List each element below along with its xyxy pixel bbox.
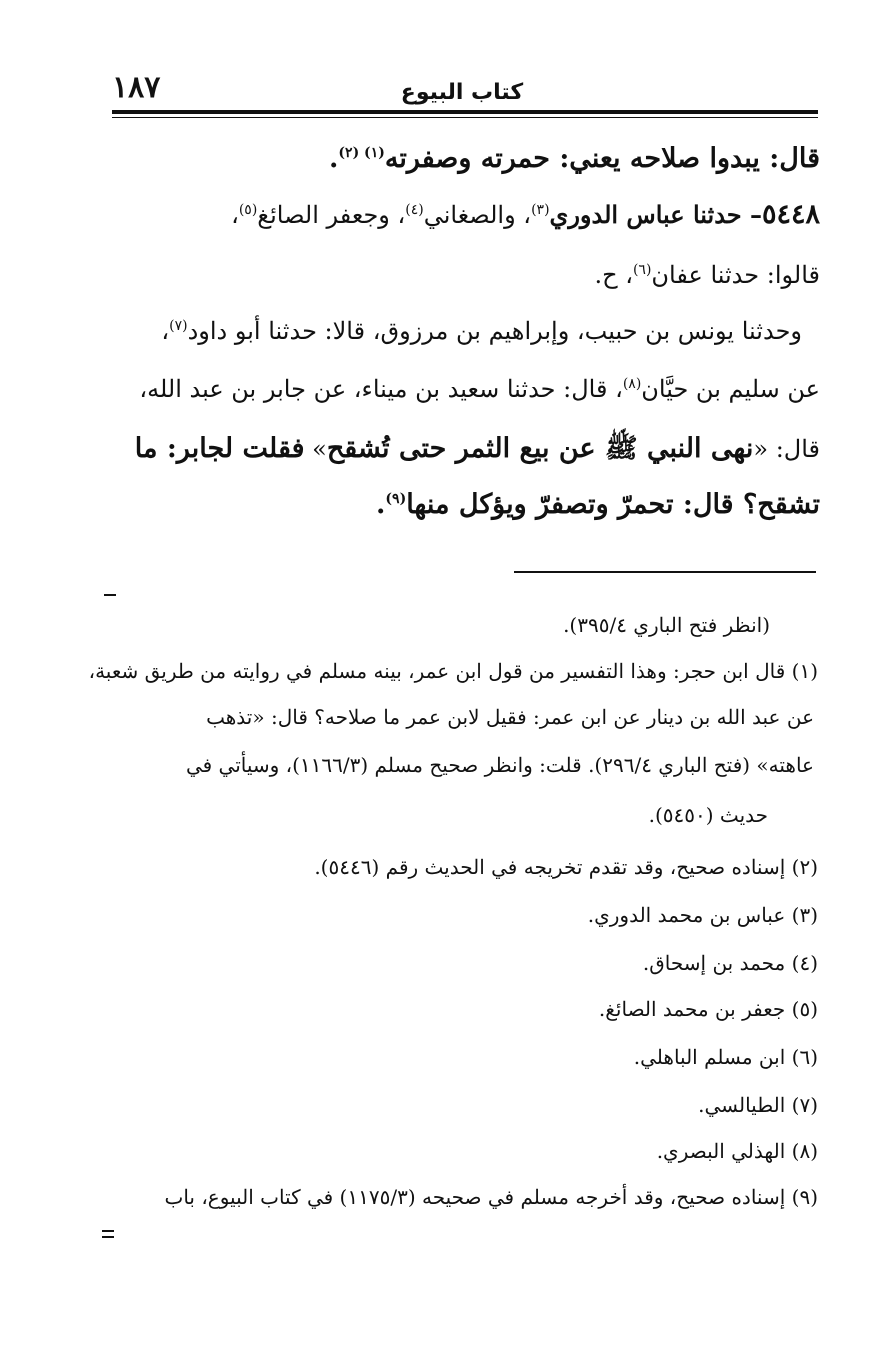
footnote-1-line-3: عاهته» (فتح الباري ٢٩٦/٤). قلت: وانظر صحيح مسلم (١١٦٦/٣)، وسيأتي في [185, 753, 814, 777]
footnote-5: (٥) جعفر بن محمد الصائغ. [598, 997, 818, 1021]
body-text: » [304, 435, 327, 463]
body-text: – حدثنا عباس الدوري [549, 200, 762, 229]
footnote-ref: (٦) [632, 262, 652, 278]
body-text: ، قال: حدثنا سعيد بن ميناء، عن جابر بن عبد الله، [139, 375, 623, 403]
footnote-separator [514, 571, 816, 573]
body-line-6 [135, 432, 820, 466]
footnote-1-line-1: (١) قال ابن حجر: وهذا التفسير من قول ابن عمر، بينه مسلم في روايته من طريق شعبة، [88, 659, 818, 683]
body-text: . [376, 489, 386, 520]
header-rule-thin [112, 117, 818, 118]
footnote-6: (٦) ابن مسلم الباهلي. [633, 1045, 818, 1069]
body-text: ، [231, 201, 239, 229]
footnote-7: (٧) الطيالسي. [698, 1093, 818, 1117]
continuation-mark [104, 594, 116, 596]
body-text: قال: يبدوا صلاحه يعني: حمرته وصفرته [384, 143, 820, 174]
hadith-text: فقلت لجابر: ما [134, 433, 305, 464]
body-line-2 [231, 198, 820, 232]
body-text: ، [161, 317, 170, 345]
hadith-text: تشقح؟ قال: تحمرّ وتصفرّ ويؤكل منها [406, 489, 820, 520]
footnote-ref: (٥) [238, 202, 258, 218]
hadith-text: نهى النبي ﷺ عن بيع الثمر حتى تُشقح [326, 433, 754, 464]
footnote-9: (٩) إسناده صحيح، وقد أخرجه مسلم في صحيحه (١١٧٥/٣) في كتاب البيوع، باب [164, 1185, 818, 1209]
body-line-7 [376, 488, 820, 522]
footnote-continued: (انظر فتح الباري ٣٩٥/٤). [563, 613, 770, 637]
footnote-ref: (٨) [622, 376, 642, 392]
body-text: عن سليم بن حيَّان [641, 375, 820, 403]
running-title: كتاب البيوع [400, 80, 524, 105]
header-rule-thick [112, 110, 818, 114]
page-number: ١٨٧ [112, 70, 161, 105]
footnote-1-line-4: حديث (٥٤٥٠). [648, 803, 768, 827]
body-line-4 [161, 314, 802, 348]
body-line-3 [594, 258, 820, 292]
body-text: قالوا: حدثنا عفان [651, 261, 820, 289]
body-line-1 [329, 142, 820, 176]
continued-next-page-mark [102, 1230, 114, 1238]
body-line-5 [139, 372, 820, 406]
body-text: ، والصغاني [423, 201, 532, 229]
body-text: ، ح. [594, 261, 633, 289]
page-header [112, 68, 818, 112]
footnote-3: (٣) عباس بن محمد الدوري. [587, 903, 818, 927]
footnote-ref: (٣) [531, 202, 550, 218]
footnote-ref: (٤) [405, 202, 424, 218]
footnote-ref: (٩) [385, 491, 407, 507]
body-text: وحدثنا يونس بن حبيب، وإبراهيم بن مرزوق، قالا: حدثنا أبو داود [187, 317, 802, 345]
footnote-1-line-2: عن عبد الله بن دينار عن ابن عمر: فقيل لابن عمر ما صلاحه؟ قال: «تذهب [206, 705, 814, 729]
hadith-number: ٥٤٤٨ [761, 199, 820, 230]
footnote-ref: (١) (٢) [338, 145, 385, 161]
footnote-8: (٨) الهذلي البصري. [656, 1139, 818, 1163]
footnote-4: (٤) محمد بن إسحاق. [642, 951, 818, 975]
footnote-2: (٢) إسناده صحيح، وقد تقدم تخريجه في الحديث رقم (٥٤٤٦). [314, 855, 818, 879]
footnote-ref: (٧) [169, 318, 188, 334]
body-text: . [329, 143, 339, 174]
body-text: ، وجعفر الصائغ [257, 201, 406, 229]
body-text: قال: « [753, 435, 820, 463]
